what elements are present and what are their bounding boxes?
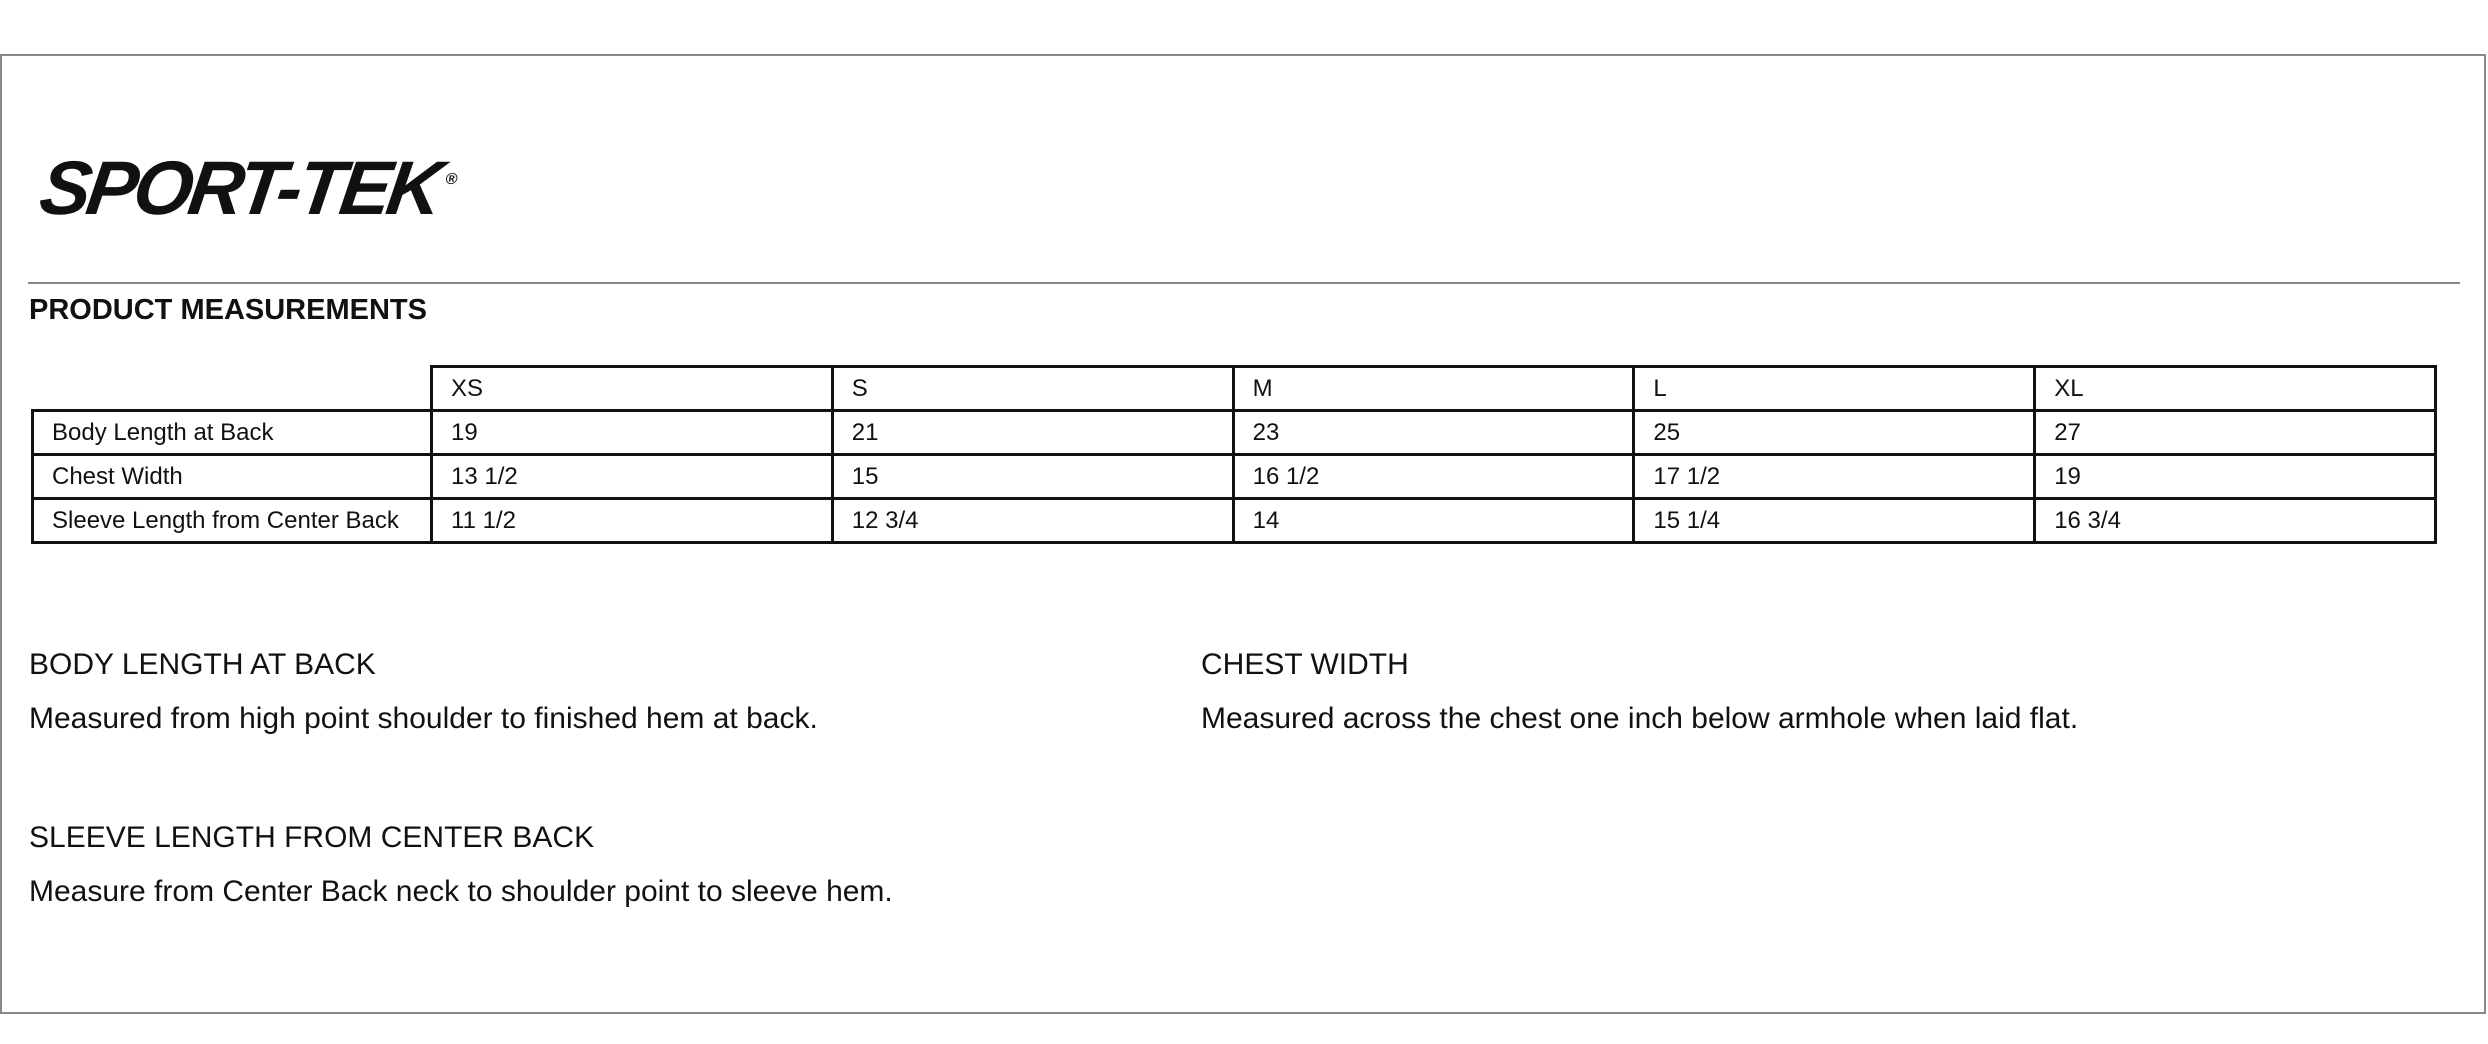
sport-tek-logo bbox=[34, 146, 462, 231]
table-row-chest-width bbox=[33, 455, 2436, 499]
table-cell: 12 3/4 bbox=[832, 499, 1233, 543]
table-corner-cell bbox=[33, 367, 432, 411]
table-cell: 15 1/4 bbox=[1634, 499, 2035, 543]
row-label: Chest Width bbox=[33, 455, 432, 499]
registered-mark: ® bbox=[444, 171, 459, 188]
definition-term: SLEEVE LENGTH FROM CENTER BACK bbox=[29, 821, 595, 854]
table-cell: 27 bbox=[2035, 411, 2436, 455]
size-header-m: M bbox=[1233, 367, 1634, 411]
table-cell: 16 3/4 bbox=[2035, 499, 2436, 543]
table-cell: 17 1/2 bbox=[1634, 455, 2035, 499]
table-cell: 23 bbox=[1233, 411, 1634, 455]
size-header-xs: XS bbox=[432, 367, 833, 411]
measurement-table bbox=[31, 365, 2437, 544]
row-label: Body Length at Back bbox=[33, 411, 432, 455]
definition-sleeve-length bbox=[29, 820, 893, 910]
table-cell: 19 bbox=[2035, 455, 2436, 499]
table-cell: 16 1/2 bbox=[1233, 455, 1634, 499]
size-header-xl: XL bbox=[2035, 367, 2436, 411]
table-cell: 11 1/2 bbox=[432, 499, 833, 543]
definition-description: Measure from Center Back neck to shoulder point to sleeve hem. bbox=[29, 875, 893, 908]
definition-term: BODY LENGTH AT BACK bbox=[29, 648, 376, 681]
table-cell: 25 bbox=[1634, 411, 2035, 455]
logo-text: SPORT-TEK bbox=[34, 146, 445, 231]
size-header-s: S bbox=[832, 367, 1233, 411]
table-cell: 19 bbox=[432, 411, 833, 455]
size-header-row bbox=[33, 367, 2436, 411]
table-cell: 15 bbox=[832, 455, 1233, 499]
section-title: PRODUCT MEASUREMENTS bbox=[29, 294, 427, 326]
definition-chest-width bbox=[1201, 647, 2078, 737]
definition-description: Measured from high point shoulder to finished hem at back. bbox=[29, 702, 818, 735]
table-row-sleeve-length bbox=[33, 499, 2436, 543]
table-cell: 21 bbox=[832, 411, 1233, 455]
table-cell: 14 bbox=[1233, 499, 1634, 543]
header-divider bbox=[28, 282, 2460, 284]
definition-description: Measured across the chest one inch below armhole when laid flat. bbox=[1201, 702, 2079, 735]
size-header-l: L bbox=[1634, 367, 2035, 411]
definition-body-length bbox=[29, 647, 818, 737]
table-row-body-length bbox=[33, 411, 2436, 455]
table-cell: 13 1/2 bbox=[432, 455, 833, 499]
row-label: Sleeve Length from Center Back bbox=[33, 499, 432, 543]
definition-term: CHEST WIDTH bbox=[1201, 648, 1409, 681]
